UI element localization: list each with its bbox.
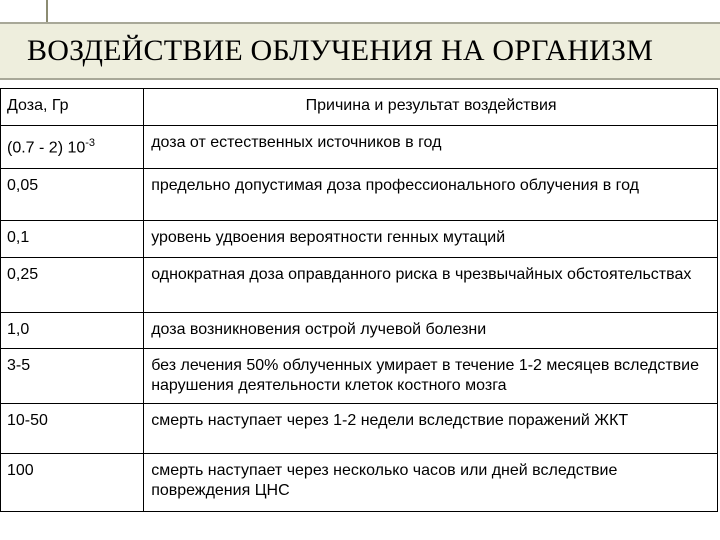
table-row [1, 349, 718, 404]
cause-cell: предельно допустимая доза профессионального облучения в год [144, 169, 718, 221]
table-row [1, 258, 718, 313]
dose-effects-table [0, 88, 718, 512]
table-row [1, 221, 718, 258]
dose-cell: 0,1 [1, 221, 144, 258]
table-row [1, 454, 718, 512]
dose-base: (0.7 - 2) 10 [7, 139, 86, 157]
table-row [1, 404, 718, 454]
dose-cell: 100 [1, 454, 144, 512]
header-cause: Причина и результат воздействия [144, 89, 718, 126]
header-dose: Доза, Гр [1, 89, 144, 126]
cause-cell: смерть наступает через несколько часов или дней вследствие повреждения ЦНС [144, 454, 718, 512]
dose-cell [1, 126, 144, 169]
dose-exponent: -3 [85, 137, 96, 149]
table-row [1, 313, 718, 349]
table-row [1, 126, 718, 169]
cause-cell: доза от естественных источников в год [144, 126, 718, 169]
dose-cell: 3-5 [1, 349, 144, 404]
cause-cell: уровень удвоения вероятности генных мутаций [144, 221, 718, 258]
cause-cell: без лечения 50% облученных умирает в течение 1-2 месяцев вследствие нарушения деятельности клеток костного мозга [144, 349, 718, 404]
cause-cell: смерть наступает через 1-2 недели вследствие поражений ЖКТ [144, 404, 718, 454]
cause-cell: доза возникновения острой лучевой болезни [144, 313, 718, 349]
dose-cell: 0,05 [1, 169, 144, 221]
table-row [1, 169, 718, 221]
cause-cell: однократная доза оправданного риска в чрезвычайных обстоятельствах [144, 258, 718, 313]
decorative-vertical-line [46, 0, 48, 22]
dose-cell: 10-50 [1, 404, 144, 454]
dose-cell: 0,25 [1, 258, 144, 313]
dose-cell: 1,0 [1, 313, 144, 349]
title-bar [0, 22, 720, 80]
page-title: ВОЗДЕЙСТВИЕ ОБЛУЧЕНИЯ НА ОРГАНИЗМ [27, 34, 654, 67]
table-header-row [1, 89, 718, 126]
